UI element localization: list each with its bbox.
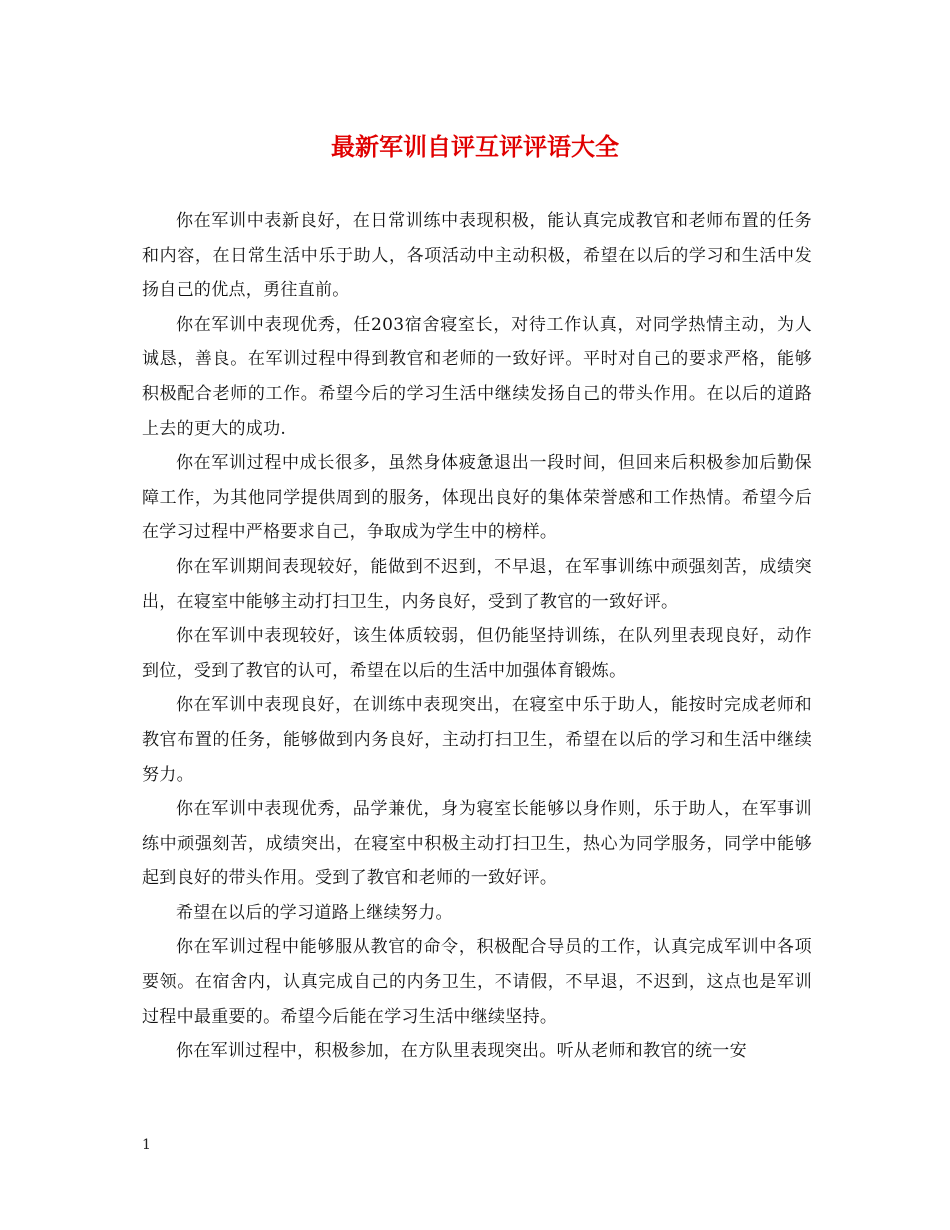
paragraph: 你在军训中表现较好，该生体质较弱，但仍能坚持训练，在队列里表现良好，动作到位，受到了教官的认可，希望在以后的生活中加强体育锻炼。 (142, 626, 812, 681)
document-title: 最新军训自评互评评语大全 (331, 133, 619, 161)
paragraph: 你在军训过程中成长很多，虽然身体疲惫退出一段时间，但回来后积极参加后勤保障工作，为其他同学提供周到的服务，体现出良好的集体荣誉感和工作热情。希望今后在学习过程中严格要求自己，争取成为学生中的榜样。 (142, 453, 812, 543)
paragraph: 你在军训中表现良好，在训练中表现突出，在寝室中乐于助人，能按时完成老师和教官布置的任务，能够做到内务良好，主动打扫卫生，希望在以后的学习和生活中继续努力。 (142, 695, 812, 785)
paragraph: 希望在以后的学习道路上继续努力。 (176, 902, 453, 923)
document-body (142, 204, 812, 1069)
paragraph: 你在军训期间表现较好，能做到不迟到，不早退，在军事训练中顽强刻苦，成绩突出，在寝室中能够主动打扫卫生，内务良好，受到了教官的一致好评。 (142, 556, 812, 612)
paragraph: 你在军训过程中能够服从教官的命令，积极配合导员的工作，认真完成军训中各项要领。在宿舍内，认真完成自己的内务卫生，不请假，不早退，不迟到，这点也是军训过程中最重要的。希望今后能在学习生活中继续坚持。 (142, 937, 812, 1027)
paragraph: 你在军训中表新良好，在日常训练中表现积极，能认真完成教官和老师布置的任务和内容，在日常生活中乐于助人，各项活动中主动积极，希望在以后的学习和生活中发扬自己的优点，勇往直前。 (142, 211, 812, 301)
paragraph: 你在军训中表现优秀，任203宿舍寝室长，对待工作认真，对同学热情主动，为人诚恳，善良。在军训过程中得到教官和老师的一致好评。平时对自己的要求严格，能够积极配合老师的工作。希望今后的学习生活中继续发扬自己的带头作用。在以后的道路上去的更大的成功. (142, 314, 812, 439)
page-number: 1 (142, 1137, 151, 1153)
paragraph: 你在军训中表现优秀，品学兼优，身为寝室长能够以身作则，乐于助人，在军事训练中顽强刻苦，成绩突出，在寝室中积极主动打扫卫生，热心为同学服务，同学中能够起到良好的带头作用。受到了教官和老师的一致好评。 (142, 799, 812, 889)
paragraph: 你在军训过程中，积极参加，在方队里表现突出。听从老师和教官的统一安 (176, 1041, 747, 1062)
